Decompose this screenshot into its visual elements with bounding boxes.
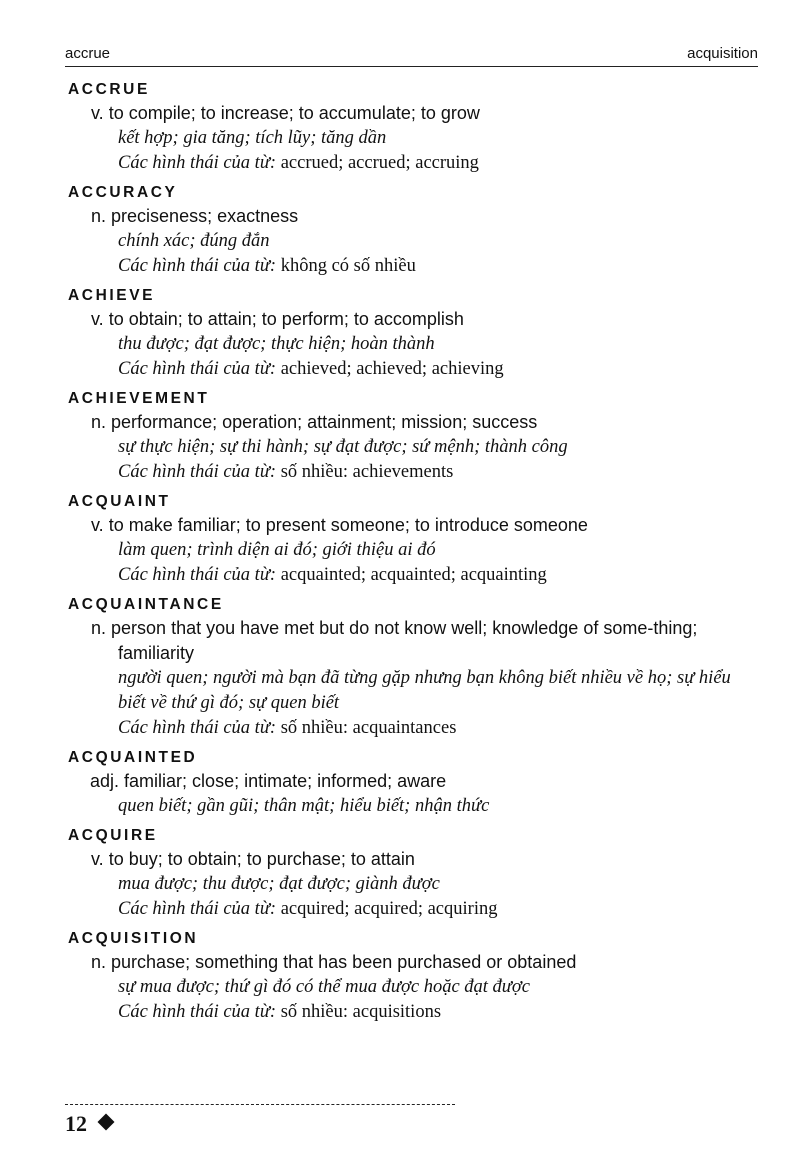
running-header bbox=[65, 44, 758, 67]
page-number: 12 bbox=[65, 1111, 87, 1136]
vietnamese-meaning: làm quen; trình diện ai đó; giới thiệu ai đó bbox=[118, 540, 436, 560]
english-definition bbox=[68, 616, 758, 666]
english-definition bbox=[68, 769, 758, 794]
english-definition bbox=[68, 847, 758, 872]
part-of-speech: v. bbox=[91, 849, 104, 869]
entry-acquaint bbox=[68, 491, 758, 588]
entry-acquainted bbox=[68, 747, 758, 819]
word-forms bbox=[68, 716, 758, 741]
part-of-speech: v. bbox=[91, 515, 104, 535]
word-forms bbox=[68, 897, 758, 922]
headword: ACHIEVE bbox=[68, 287, 156, 304]
entry-achievement bbox=[68, 388, 758, 485]
forms-label: Các hình thái của từ: bbox=[118, 153, 277, 173]
word-forms bbox=[68, 460, 758, 485]
entry-accuracy bbox=[68, 182, 758, 279]
entry-acquaintance bbox=[68, 594, 758, 741]
entry-accrue bbox=[68, 79, 758, 176]
vietnamese-meaning: sự mua được; thứ gì đó có thể mua được hoặc đạt được bbox=[118, 977, 530, 997]
vietnamese-meaning: quen biết; gần gũi; thân mật; hiểu biết; nhận thức bbox=[118, 796, 490, 816]
headword: ACQUISITION bbox=[68, 930, 199, 947]
vietnamese-meaning: sự thực hiện; sự thi hành; sự đạt được; sứ mệnh; thành công bbox=[118, 437, 568, 457]
forms-label: Các hình thái của từ: bbox=[118, 462, 277, 482]
part-of-speech: n. bbox=[91, 952, 107, 972]
header-first-word: accrue bbox=[65, 45, 111, 62]
headword: ACQUAINTED bbox=[68, 749, 198, 766]
headword: ACCRUE bbox=[68, 81, 150, 98]
header-last-word: acquisition bbox=[687, 45, 758, 62]
part-of-speech: n. bbox=[91, 412, 107, 432]
part-of-speech: n. bbox=[91, 618, 107, 638]
word-forms bbox=[68, 254, 758, 279]
part-of-speech: adj. bbox=[90, 771, 120, 791]
forms-value: accrued; accrued; accruing bbox=[280, 153, 479, 173]
word-forms bbox=[68, 357, 758, 382]
entry-acquisition bbox=[68, 928, 758, 1025]
definition-text: to obtain; to attain; to perform; to accomplish bbox=[108, 309, 464, 329]
word-forms bbox=[68, 563, 758, 588]
definition-text: person that you have met but do not know well; knowledge of some-thing; familiarity bbox=[111, 618, 698, 663]
part-of-speech: v. bbox=[91, 309, 104, 329]
forms-label: Các hình thái của từ: bbox=[118, 899, 277, 919]
definition-text: performance; operation; attainment; mission; success bbox=[111, 412, 538, 432]
footer-divider bbox=[65, 1104, 455, 1105]
definition-text: to make familiar; to present someone; to introduce someone bbox=[108, 515, 588, 535]
headword: ACHIEVEMENT bbox=[68, 390, 210, 407]
english-definition bbox=[68, 307, 758, 332]
headword: ACQUIRE bbox=[68, 827, 158, 844]
forms-label: Các hình thái của từ: bbox=[118, 359, 277, 379]
forms-label: Các hình thái của từ: bbox=[118, 256, 277, 276]
vietnamese-meaning: người quen; người mà bạn đã từng gặp nhưng bạn không biết nhiều về họ; sự hiểu biết về thứ gì đó; sự quen biết bbox=[118, 668, 731, 713]
forms-value: không có số nhiều bbox=[280, 256, 416, 276]
part-of-speech: n. bbox=[91, 206, 107, 226]
vietnamese-meaning: thu được; đạt được; thực hiện; hoàn thành bbox=[118, 334, 435, 354]
definition-text: preciseness; exactness bbox=[111, 206, 299, 226]
english-definition bbox=[68, 513, 758, 538]
forms-value: số nhiều: acquisitions bbox=[280, 1002, 442, 1022]
forms-value: achieved; achieved; achieving bbox=[280, 359, 504, 379]
dictionary-entries bbox=[68, 79, 758, 1031]
vietnamese-meaning: kết hợp; gia tăng; tích lũy; tăng dần bbox=[118, 128, 387, 148]
vietnamese-meaning: chính xác; đúng đắn bbox=[118, 231, 270, 251]
part-of-speech: v. bbox=[91, 103, 104, 123]
headword: ACQUAINTANCE bbox=[68, 596, 224, 613]
headword: ACQUAINT bbox=[68, 493, 171, 510]
forms-value: số nhiều: acquaintances bbox=[280, 718, 457, 738]
entry-achieve bbox=[68, 285, 758, 382]
forms-label: Các hình thái của từ: bbox=[118, 565, 277, 585]
word-forms bbox=[68, 151, 758, 176]
english-definition bbox=[68, 204, 758, 229]
definition-text: to compile; to increase; to accumulate; to grow bbox=[108, 103, 480, 123]
definition-text: familiar; close; intimate; informed; aware bbox=[124, 771, 447, 791]
diamond-icon bbox=[98, 1114, 115, 1131]
forms-label: Các hình thái của từ: bbox=[118, 1002, 277, 1022]
english-definition bbox=[68, 410, 758, 435]
forms-value: acquainted; acquainted; acquainting bbox=[280, 565, 547, 585]
vietnamese-meaning: mua được; thu được; đạt được; giành được bbox=[118, 874, 440, 894]
forms-value: acquired; acquired; acquiring bbox=[280, 899, 498, 919]
entry-acquire bbox=[68, 825, 758, 922]
definition-text: purchase; something that has been purchased or obtained bbox=[111, 952, 577, 972]
english-definition bbox=[68, 101, 758, 126]
english-definition bbox=[68, 950, 758, 975]
headword: ACCURACY bbox=[68, 184, 178, 201]
forms-value: số nhiều: achievements bbox=[280, 462, 454, 482]
forms-label: Các hình thái của từ: bbox=[118, 718, 277, 738]
definition-text: to buy; to obtain; to purchase; to attain bbox=[108, 849, 415, 869]
word-forms bbox=[68, 1000, 758, 1025]
